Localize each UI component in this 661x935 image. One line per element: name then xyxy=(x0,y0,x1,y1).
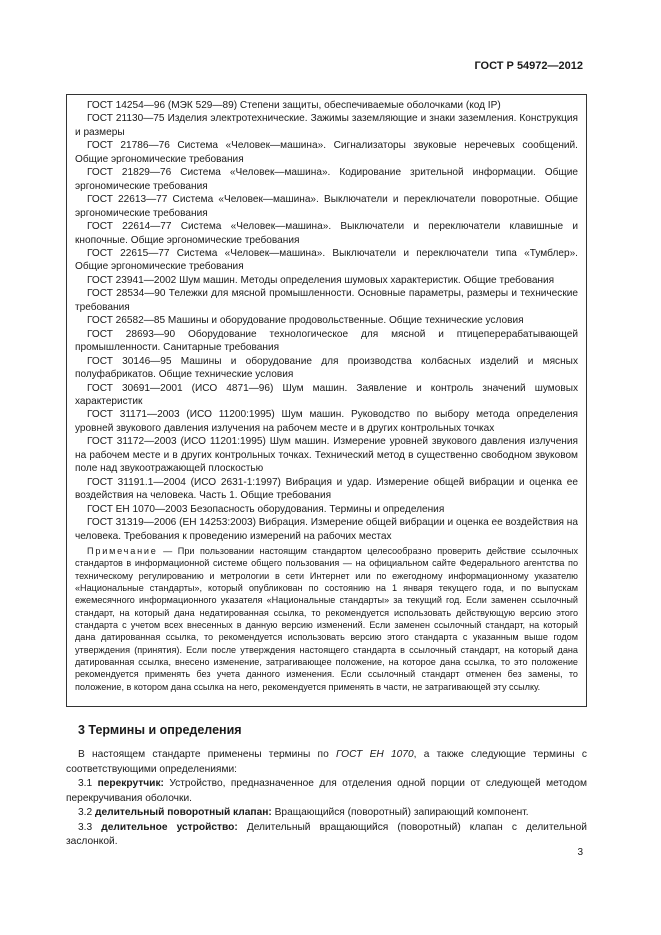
intro-reference: ГОСТ ЕН 1070 xyxy=(335,749,414,760)
term-name: делительное устройство: xyxy=(101,821,238,833)
term-number: 3.1 xyxy=(78,778,98,789)
reference-item: ГОСТ 26582—85 Машины и оборудование продовольственные. Общие технические условия xyxy=(87,315,524,327)
section-body xyxy=(66,748,587,850)
reference-item: ГОСТ 30691—2001 (ИСО 4871—96) Шум машин. Заявление и контроль значений шумовых характеристик xyxy=(75,382,578,407)
reference-item: ГОСТ 22614—77 Система «Человек—машина». Выключатели и переключатели клавишные и кнопочные. Общие эргономические требования xyxy=(75,221,578,246)
term-definition xyxy=(66,821,587,850)
reference-item: ГОСТ 28693—90 Оборудование технологическое для мясной и птицеперерабатывающей промышленности. Санитарные требования xyxy=(75,328,578,354)
term-text: Вращающийся (поворотный) запирающий компонент. xyxy=(271,807,529,818)
term-text: Устройство, предназначенное для отделения одной порции от следующей методом перекручивания оболочки. xyxy=(66,778,588,804)
page-number: 3 xyxy=(577,847,583,858)
term-definition xyxy=(66,806,587,821)
reference-item: ГОСТ 21786—76 Система «Человек—машина». Сигнализаторы звуковые неречевых сообщений. Общие эргономические требования xyxy=(75,140,578,165)
intro-end: , а также следующие термины с соответствующими определениями: xyxy=(66,749,587,775)
reference-item: ГОСТ 30146—95 Машины и оборудование для производства колбасных изделий и мясных полуфабрикатов. Общие технические условия xyxy=(75,355,578,381)
term-text: Делительный вращающийся (поворотный) клапан с делительной заслонкой. xyxy=(66,821,587,847)
reference-item: ГОСТ 23941—2002 Шум машин. Методы определения шумовых характеристик. Общие требования xyxy=(87,274,555,286)
reference-item: ГОСТ 14254—96 (МЭК 529—89) Степени защиты, обеспечиваемые оболочками (код IP) xyxy=(87,100,501,111)
reference-item: ГОСТ 31319—2006 (ЕН 14253:2003) Вибрация. Измерение общей вибрации и оценка ее воздействия на человека. Требования к проведению измерений на рабочих местах xyxy=(75,517,578,542)
term-definition xyxy=(66,777,587,806)
note-paragraph xyxy=(75,545,578,693)
section-title: 3 Термины и определения xyxy=(78,723,242,737)
normative-references-box xyxy=(66,94,587,707)
term-number: 3.2 xyxy=(78,807,95,818)
reference-item: ГОСТ 31191.1—2004 (ИСО 2631-1:1997) Вибрация и удар. Измерение общей вибрации и оценка ее воздействия на человека. Часть 1. Общие требования xyxy=(75,476,578,502)
reference-item: ГОСТ 31172—2003 (ИСО 11201:1995) Шум машин. Измерение уровней звукового давления излучения на рабочем месте и в других контрольных точках. Технический метод в существенно свободном звуковом поле над звукоотражающей плоскостью xyxy=(75,436,578,475)
term-number: 3.3 xyxy=(78,821,102,833)
intro-start: В настоящем стандарте применены термины по xyxy=(78,749,336,760)
note-text: — При пользовании настоящим стандартом целесообразно проверить действие ссылочных стандартов в информационной системе общего пользования — на официальном сайте Федерального агентства по техническому регулированию и метрологии в сети Интернет или по ежегодному информационному указателю «Национальные стандарты», который опубликован по состоянию на 1 января текущего года, и по выпускам ежемесячного информационного указателя «Национальные стандарты» за текущий год. Если заменен ссылочный стандарт, на который дана недатированная ссылка, то рекомендуется использовать действующую версию этого стандарта с учетом всех внесенных в данную версию изменений. Если заменен ссылочный стандарт, на который дана датированная ссылка, то рекомендуется использовать версию этого стандарта с указанным выше годом утверждения (принятия). Если после утверждения настоящего стандарта в ссылочный стандарт, на который дана датированная ссылка, внесено изменение, затрагивающее положение, на которое дана ссылка, то это положение рекомендуется применять без учета данного изменения. Если ссылочный стандарт отменен без замены, то положение, в котором дана ссылка на него, рекомендуется применять в части, не затрагивающей эту ссылку. xyxy=(75,545,578,692)
section-intro xyxy=(66,748,587,777)
term-name: перекрутчик: xyxy=(97,778,164,789)
reference-item: ГОСТ 21829—76 Система «Человек—машина». Кодирование зрительной информации. Общие эргономические требования xyxy=(75,167,578,192)
reference-list xyxy=(67,95,586,543)
reference-item: ГОСТ ЕН 1070—2003 Безопасность оборудования. Термины и определения xyxy=(87,503,445,515)
reference-item: ГОСТ 22613—77 Система «Человек—машина». Выключатели и переключатели поворотные. Общие эргономические требования xyxy=(75,194,578,219)
reference-item: ГОСТ 28534—90 Тележки для мясной промышленности. Основные параметры, размеры и технические требования xyxy=(75,288,578,313)
reference-note xyxy=(67,543,586,693)
page-header: ГОСТ Р 54972—2012 xyxy=(474,60,583,72)
reference-item: ГОСТ 22615—77 Система «Человек—машина». Выключатели и переключатели типа «Тумблер». Общие эргономические требования xyxy=(75,247,578,273)
reference-item: ГОСТ 31171—2003 (ИСО 11200:1995) Шум машин. Руководство по выбору метода определения уровней звукового давления излучения на рабочем месте и в других контрольных точках xyxy=(75,409,578,434)
reference-item: ГОСТ 21130—75 Изделия электротехнические. Зажимы заземляющие и знаки заземления. Конструкция и размеры xyxy=(75,113,578,138)
note-label: Примечание xyxy=(87,545,158,556)
term-name: делительный поворотный клапан: xyxy=(95,807,272,818)
